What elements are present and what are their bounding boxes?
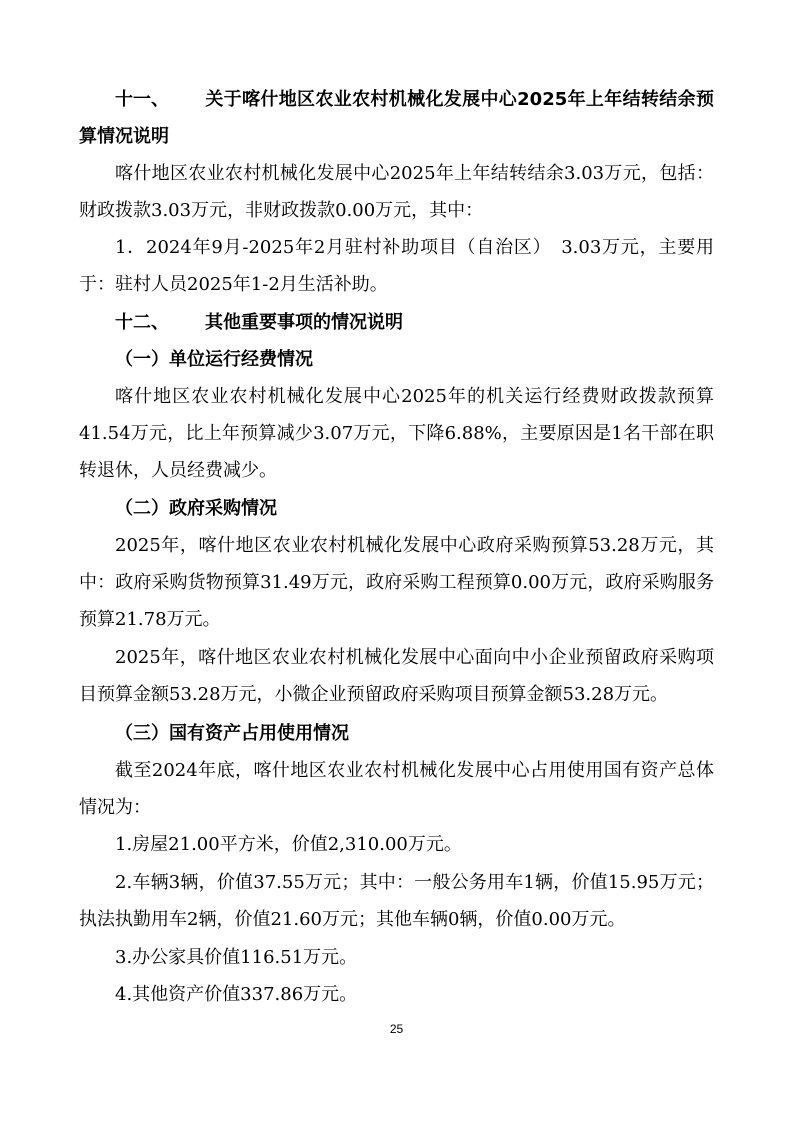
asset-item-2: 2.车辆3辆，价值37.55万元；其中：一般公务用车1辆，价值15.95万元；执法执勤用车2辆，价值21.60万元；其他车辆0辆，价值0.00万元。 bbox=[79, 872, 714, 930]
asset-item-3: 3.办公家具价值116.51万元。 bbox=[115, 947, 358, 968]
subsection-2-text-2: 2025年，喀什地区农业农村机械化发展中心面向中小企业预留政府采购项目预算金额53.28万元，小微企业预留政府采购项目预算金额53.28万元。 bbox=[79, 647, 714, 705]
section-11-title: 关于喀什地区农业农村机械化发展中心2025年上年结转结余预算情况说明 bbox=[79, 89, 714, 147]
asset-item-4: 4.其他资产价值337.86万元。 bbox=[115, 984, 358, 1005]
subsection-3-intro: 截至2024年底，喀什地区农业农村机械化发展中心占用使用国有资产总体情况为： bbox=[79, 760, 714, 818]
section-12-heading bbox=[79, 304, 714, 341]
page-number: 25 bbox=[389, 1022, 404, 1036]
section-11-summary: 喀什地区农业农村机械化发展中心2025年上年结转结余3.03万元，包括：财政拨款3.03万元，非财政拨款0.00万元，其中： bbox=[79, 163, 714, 221]
section-11-number: 十一、 bbox=[115, 89, 169, 110]
subsection-2-title: （二）政府采购情况 bbox=[115, 498, 277, 519]
subsection-1-text: 喀什地区农业农村机械化发展中心2025年的机关运行经费财政拨款预算41.54万元，比上年预算减少3.07万元，下降6.88%，主要原因是1名干部在职转退休，人员经费减少。 bbox=[79, 386, 714, 481]
asset-item-1: 1.房屋21.00平方米，价值2,310.00万元。 bbox=[115, 834, 462, 855]
subsection-2-text-1: 2025年，喀什地区农业农村机械化发展中心政府采购预算53.28万元，其中：政府采购货物预算31.49万元，政府采购工程预算0.00万元，政府采购服务预算21.78万元。 bbox=[79, 535, 714, 630]
section-12-number: 十二、 bbox=[115, 312, 169, 333]
section-12-title: 其他重要事项的情况说明 bbox=[205, 312, 403, 333]
section-11-item-1: 1．2024年9月-2025年2月驻村补助项目（自治区） 3.03万元，主要用于：驻村人员2025年1-2月生活补助。 bbox=[79, 237, 714, 295]
subsection-3-title: （三）国有资产占用使用情况 bbox=[115, 723, 349, 744]
section-11-heading bbox=[79, 81, 714, 155]
subsection-1-title: （一）单位运行经费情况 bbox=[115, 349, 313, 370]
